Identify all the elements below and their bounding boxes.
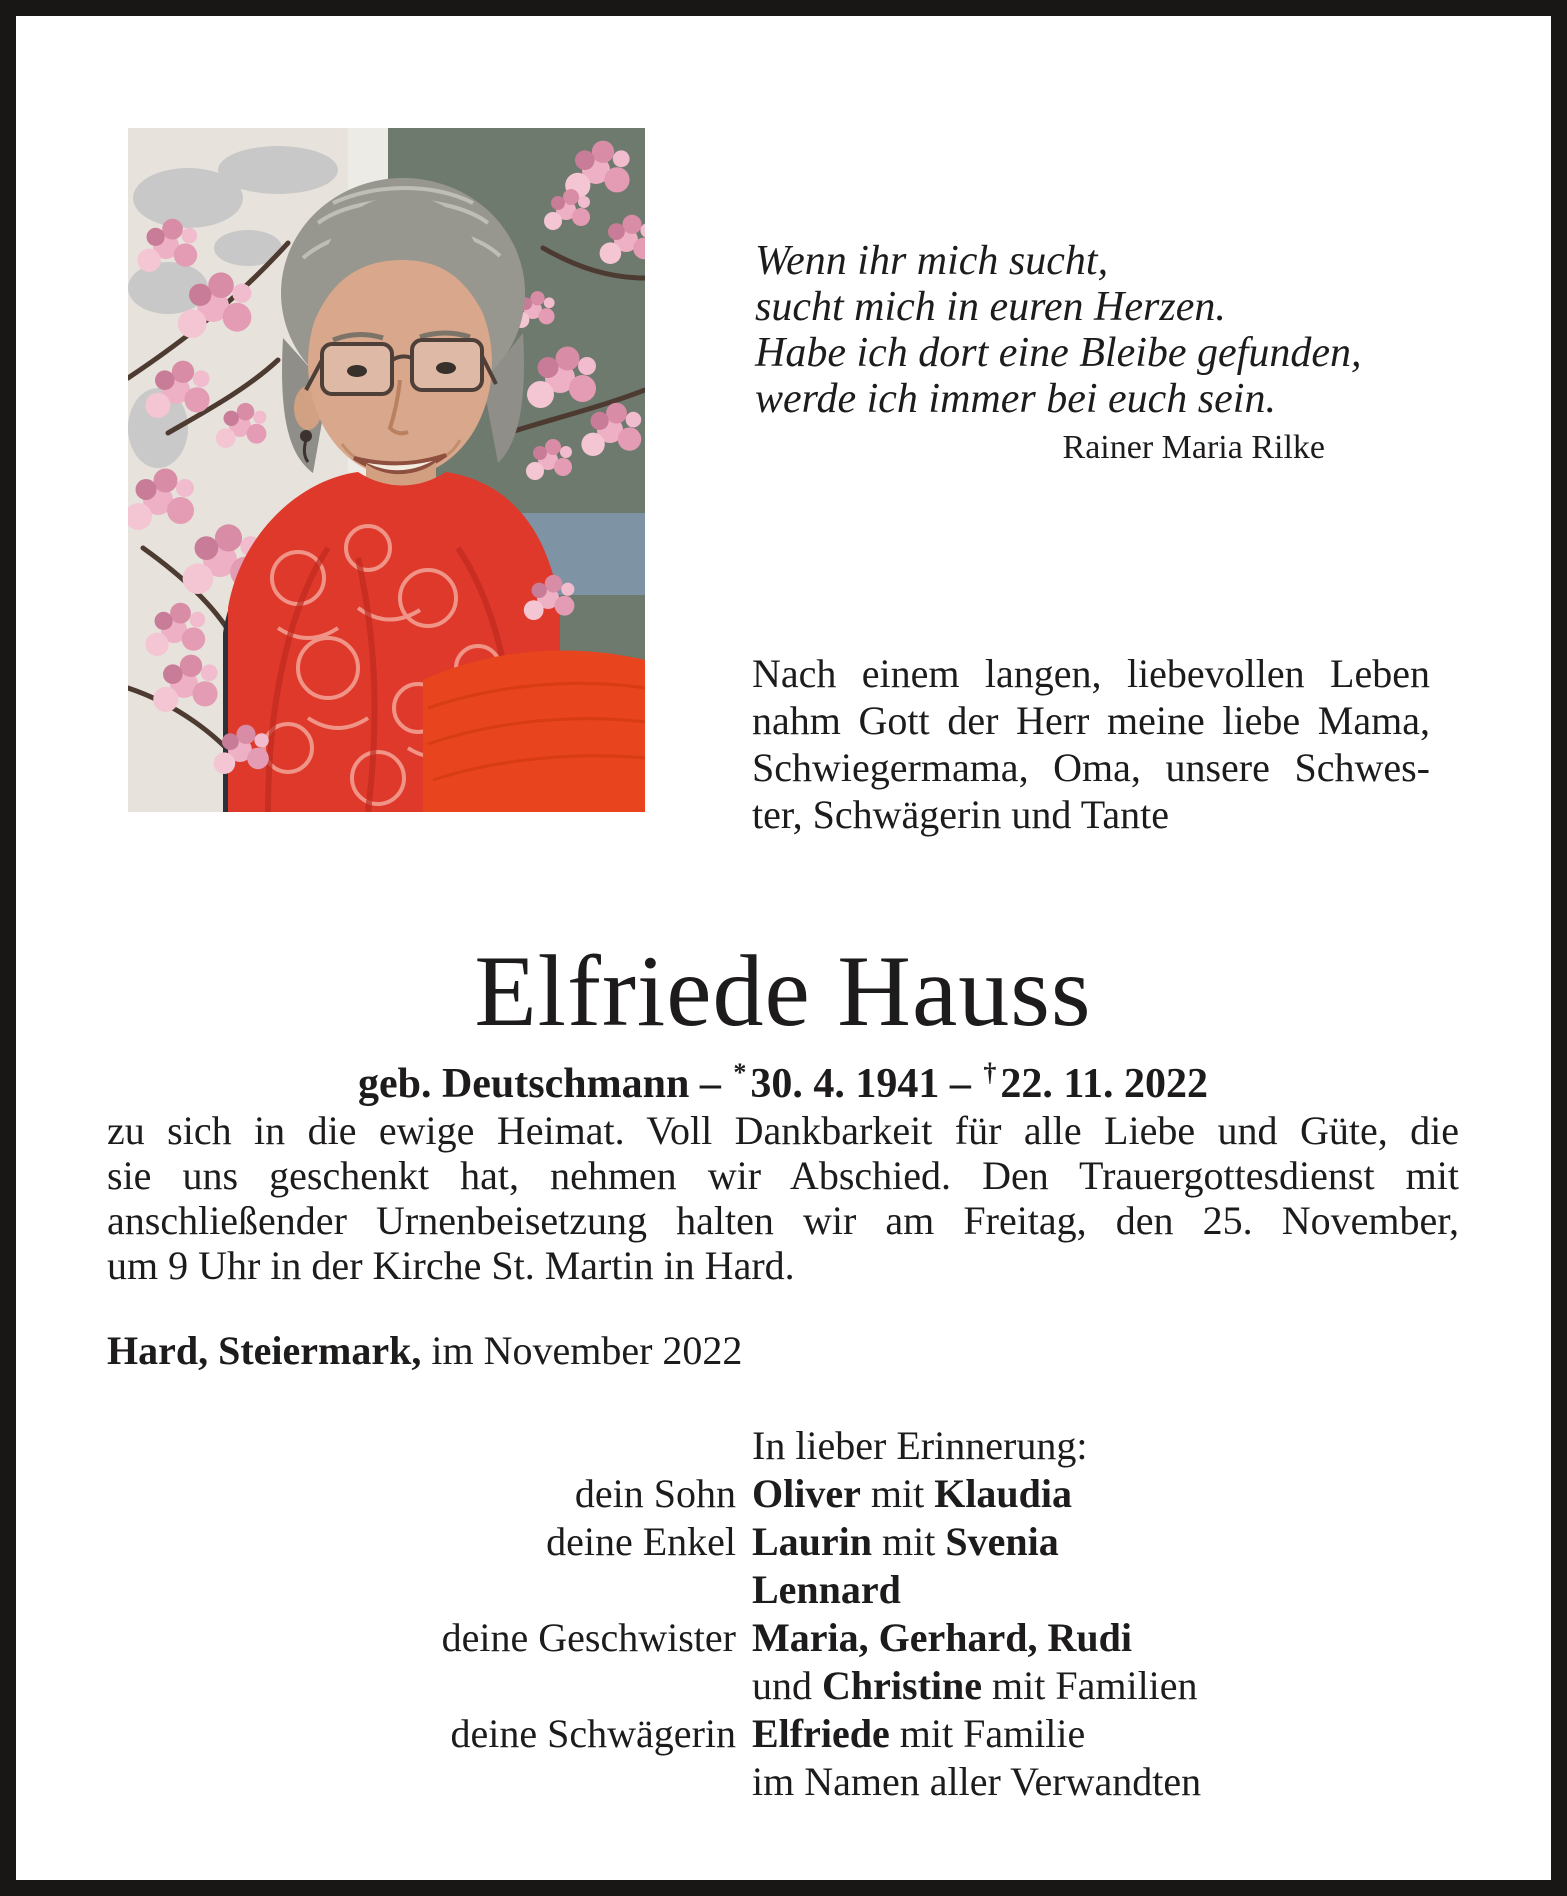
remembrance-name-bold: Elfriede <box>752 1711 890 1756</box>
remembrance-name-bold: Svenia <box>945 1519 1059 1564</box>
intro-paragraph <box>752 650 1430 838</box>
remembrance-name-text: mit Familien <box>982 1663 1198 1708</box>
death-cross-symbol: † <box>983 1058 997 1087</box>
text-line: Wenn ihr mich sucht, <box>755 238 1109 284</box>
poem-attribution: Rainer Maria Rilke <box>1062 429 1325 466</box>
portrait-photo-graphic <box>128 128 645 812</box>
text-line: um 9 Uhr in der Kirche St. Martin in Hard. <box>107 1243 795 1288</box>
remembrance-name-text: und <box>752 1663 822 1708</box>
remembrance-label: deine Geschwister <box>441 1615 736 1660</box>
text-line: Schwiegermama, Oma, unsere Schwes- <box>752 745 1430 790</box>
remembrance-names <box>752 1470 1459 1518</box>
birth-death-line <box>107 1048 1459 1109</box>
text-line: anschließender Urnenbeisetzung halten wir am Freitag, den 25. November, <box>107 1198 1459 1243</box>
remembrance-names <box>752 1758 1459 1806</box>
remembrance-heading: In lieber Erinnerung: <box>752 1423 1088 1468</box>
text-line: sucht mich in euren Herzen. <box>755 284 1226 330</box>
text-line: ter, Schwägerin und Tante <box>752 792 1169 837</box>
remembrance-label: deine Enkel <box>546 1519 736 1564</box>
text-line: Nach einem langen, liebevollen Leben <box>752 651 1430 696</box>
text-line: nahm Gott der Herr meine liebe Mama, <box>752 698 1430 743</box>
remembrance-name-text: mit Familie <box>889 1711 1086 1756</box>
dateline-date: im November 2022 <box>421 1328 743 1373</box>
remembrance-label <box>107 1566 736 1614</box>
remembrance-list <box>107 1470 1459 1806</box>
remembrance-name-bold: Laurin <box>752 1519 873 1564</box>
deceased-name: Elfriede Hauss <box>474 935 1092 1048</box>
text-line: Habe ich dort eine Bleibe gefunden, <box>755 330 1362 376</box>
remembrance-label <box>107 1758 736 1806</box>
remembrance-names <box>752 1710 1459 1758</box>
remembrance-label <box>107 1662 736 1710</box>
text-line: zu sich in die ewige Heimat. Voll Dankbarkeit für alle Liebe und Güte, die <box>107 1108 1459 1153</box>
birth-star-symbol: * <box>733 1058 747 1087</box>
remembrance-label: dein Sohn <box>574 1471 736 1516</box>
remembrance-names <box>752 1662 1459 1710</box>
dateline <box>107 1328 742 1374</box>
text-line: werde ich immer bei euch sein. <box>755 376 1276 422</box>
birth-date-text: 30. 4. 1941 – <box>750 1061 982 1107</box>
announcement-paragraph <box>107 1108 1459 1288</box>
remembrance-label: deine Schwägerin <box>450 1711 736 1756</box>
poem-quote <box>755 238 1395 422</box>
remembrance-names <box>752 1518 1459 1566</box>
remembrance-name-bold: Klaudia <box>934 1471 1073 1516</box>
remembrance-name-text: mit <box>860 1471 935 1516</box>
remembrance-section <box>107 1422 1459 1806</box>
remembrance-names <box>752 1614 1459 1662</box>
remembrance-names <box>752 1566 1459 1614</box>
dateline-place: Hard, Steiermark, <box>107 1328 422 1373</box>
remembrance-name-bold: Oliver <box>752 1471 861 1516</box>
remembrance-name-text: mit <box>872 1519 946 1564</box>
remembrance-name-bold: Lennard <box>752 1567 901 1612</box>
maiden-name-text: geb. Deutschmann – <box>357 1061 732 1107</box>
death-date-text: 22. 11. 2022 <box>1000 1061 1209 1107</box>
remembrance-name-bold: Maria, Gerhard, Rudi <box>752 1615 1132 1660</box>
remembrance-name-bold: Christine <box>822 1663 982 1708</box>
portrait-photo <box>128 128 645 812</box>
remembrance-name-text: im Namen aller Verwandten <box>752 1759 1202 1804</box>
text-line: sie uns geschenkt hat, nehmen wir Abschied. Den Trauergottesdienst mit <box>107 1153 1459 1198</box>
